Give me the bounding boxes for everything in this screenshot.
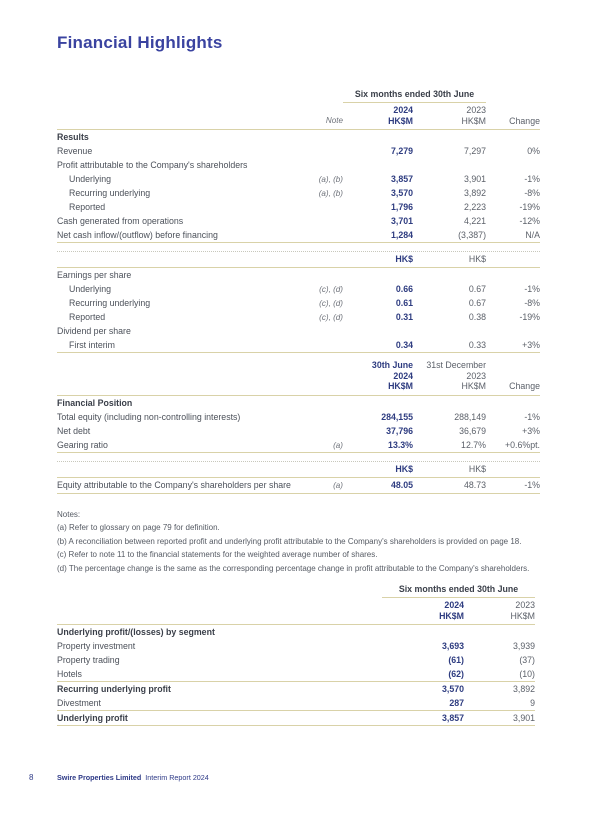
table-row-reported (57, 200, 540, 214)
column-header-change: Change (509, 381, 540, 391)
table-row-divestment (57, 696, 535, 711)
value-2023: 36,679 (459, 425, 486, 436)
note-item-d: (d) The percentage change is the same as the corresponding percentage change in profit attributable to the Company's shareholders. (57, 563, 530, 573)
value-2024: 0.31 (395, 312, 413, 322)
value-change: 0% (527, 146, 540, 156)
table-row-underlying-profit (57, 711, 535, 726)
section-row-segment (57, 625, 535, 639)
value-change: +0.6%pt. (505, 439, 540, 450)
note-ref: (a) (333, 480, 343, 490)
value-change: -12% (519, 216, 540, 226)
table-row-net-debt (57, 424, 540, 438)
value-change: -1% (524, 479, 540, 490)
table-row-profit-attributable (57, 158, 540, 172)
section-label: Financial Position (57, 397, 133, 408)
row-label: Property trading (57, 655, 120, 665)
table-row-eps-underlying (57, 282, 540, 296)
section-row-results (57, 130, 540, 144)
value-2023: 3,892 (463, 188, 486, 198)
value-change: -19% (519, 312, 540, 322)
value-2024: 3,857 (441, 713, 464, 723)
notes-heading: Notes: (57, 509, 81, 519)
row-label: Recurring underlying profit (57, 684, 171, 694)
value-change: -1% (524, 284, 540, 294)
unit-header-2023: HK$ (468, 463, 486, 474)
year-2023-label: 2023 (515, 600, 535, 610)
column-header-31-december-2023 (413, 360, 486, 392)
footer-company: Swire Properties Limited (57, 773, 142, 782)
table-row-eps-recurring (57, 296, 540, 310)
value-2023: 12.7% (461, 439, 486, 450)
row-label: Divestment (57, 698, 101, 708)
value-2023: 0.33 (468, 340, 486, 350)
value-2023: 288,149 (454, 411, 486, 422)
row-label: Earnings per share (57, 270, 132, 280)
value-2023: (10) (519, 669, 535, 679)
unit-header-row (57, 252, 540, 268)
row-label: Property investment (57, 641, 136, 651)
table-row-hotels (57, 667, 535, 682)
segment-table (57, 585, 535, 726)
value-change: N/A (525, 230, 540, 240)
table-row-eps-reported (57, 310, 540, 324)
value-2023: 0.67 (468, 298, 486, 308)
column-header-30-june-2024 (343, 360, 413, 392)
value-2023: 3,892 (512, 684, 535, 694)
unit-2024-label: HK$M (439, 610, 464, 621)
unit-header-2024: HK$ (395, 254, 413, 264)
value-2023: 0.38 (468, 312, 486, 322)
value-2024: 0.66 (395, 284, 413, 294)
value-2023: 48.73 (463, 479, 486, 490)
value-2024: 7,279 (390, 146, 413, 156)
note-item-c: (c) Refer to note 11 to the financial statements for the weighted average number of shares. (57, 550, 378, 559)
unit-header-row (57, 462, 540, 478)
unit-2023-label: HK$M (461, 115, 486, 126)
value-2024: 13.3% (388, 439, 413, 450)
row-label: Dividend per share (57, 326, 131, 336)
unit-2024-label: HK$M (388, 115, 413, 126)
note-ref: (c), (d) (319, 299, 343, 308)
value-change: -1% (524, 174, 540, 184)
table-row-total-equity (57, 410, 540, 424)
table-row-property-investment (57, 639, 535, 653)
section-divider (57, 251, 540, 268)
row-label: Underlying profit (57, 713, 128, 723)
value-2024: 3,701 (390, 216, 413, 226)
row-label: Profit attributable to the Company's shareholders (57, 160, 248, 170)
table-row-dividend-group (57, 324, 540, 338)
section-label: Underlying profit/(losses) by segment (57, 627, 215, 637)
row-label: Net debt (57, 425, 91, 436)
column-header-2023 (413, 105, 486, 126)
unit-header-2024: HK$ (395, 463, 413, 474)
year-2023-label: 2023 (466, 105, 486, 115)
value-change: -8% (524, 298, 540, 308)
note-ref: (c), (d) (319, 313, 343, 322)
value-2023: 3,901 (463, 174, 486, 184)
value-2023: (3,387) (458, 230, 486, 240)
table-row-cash-generated (57, 214, 540, 228)
row-label: Net cash inflow/(outflow) before financing (57, 230, 218, 240)
value-2023: 2,223 (463, 202, 486, 212)
table-row-equity-per-share (57, 478, 540, 494)
page-title: Financial Highlights (57, 33, 223, 52)
year-2024-label: 2024 (393, 370, 413, 381)
period-header: Six months ended 30th June (343, 89, 486, 103)
row-label: Revenue (57, 146, 93, 156)
period-header-row (57, 90, 540, 103)
row-label: Cash generated from operations (57, 216, 184, 226)
value-change: -8% (524, 188, 540, 198)
value-2023: 0.67 (468, 284, 486, 294)
column-header-2024 (343, 105, 413, 126)
column-header-row (57, 598, 535, 625)
financial-position-header-row (57, 358, 540, 396)
table-row-net-cash (57, 228, 540, 243)
value-2024: 48.05 (390, 479, 413, 490)
row-label: Reported (69, 202, 106, 212)
value-2024: 0.61 (395, 298, 413, 308)
note-ref: (a), (b) (318, 189, 343, 198)
value-change: +3% (522, 425, 540, 436)
note-item-b: (b) A reconciliation between reported profit and underlying profit attributable to the Company's shareholders is provided on page 18. (57, 536, 522, 546)
date-2024-label: 30th June (371, 360, 413, 370)
year-2024-label: 2024 (393, 105, 413, 115)
financial-highlights-table (57, 90, 540, 575)
row-label: Equity attributable to the Company's shareholders per share (57, 479, 291, 490)
column-header-row (57, 103, 540, 130)
value-change: +3% (522, 340, 540, 350)
value-2024: 3,857 (390, 174, 413, 184)
section-label: Results (57, 132, 89, 142)
value-2023: 7,297 (463, 146, 486, 156)
value-2024: 3,693 (441, 641, 464, 651)
value-change: -1% (524, 411, 540, 422)
value-2024: (61) (448, 655, 464, 665)
value-2024: (62) (448, 669, 464, 679)
value-2024: 3,570 (390, 188, 413, 198)
unit-2023-label: HK$M (510, 610, 535, 621)
value-2023: 3,939 (512, 641, 535, 651)
value-2024: 287 (449, 698, 464, 708)
row-label: Hotels (57, 669, 82, 679)
value-2023: 3,901 (512, 713, 535, 723)
table-row-eps-group (57, 268, 540, 282)
page-footer (0, 771, 600, 785)
section-divider (57, 461, 540, 478)
table-row-revenue (57, 144, 540, 158)
value-2024: 284,155 (381, 411, 413, 422)
row-label: Reported (69, 312, 106, 322)
column-header-2023 (464, 600, 535, 621)
date-2023-label: 31st December (426, 360, 486, 370)
table-row-underlying (57, 172, 540, 186)
row-label: Gearing ratio (57, 439, 108, 450)
footer-report-title: Interim Report 2024 (145, 773, 209, 782)
row-label: Recurring underlying (69, 298, 151, 308)
value-2024: 1,284 (390, 230, 413, 240)
column-header-2024 (382, 600, 464, 621)
row-label: Underlying (69, 284, 112, 294)
notes (57, 508, 540, 576)
row-label: Total equity (including non-controlling interests) (57, 411, 241, 422)
section-row-financial-position (57, 396, 540, 410)
column-header-change: Change (509, 115, 540, 126)
value-2024: 0.34 (395, 340, 413, 350)
table-row-recurring-underlying (57, 186, 540, 200)
value-2024: 1,796 (390, 202, 413, 212)
period-header-row (57, 585, 535, 598)
year-2023-label: 2023 (466, 370, 486, 381)
page-number: 8 (29, 773, 34, 782)
value-2023: 4,221 (463, 216, 486, 226)
period-header: Six months ended 30th June (382, 584, 535, 598)
footer-text (57, 771, 209, 785)
column-header-note: Note (325, 115, 343, 125)
note-item-a: (a) Refer to glossary on page 79 for definition. (57, 523, 220, 532)
value-2023: (37) (519, 655, 535, 665)
unit-2023-label: HK$M (461, 381, 486, 391)
value-change: -19% (519, 202, 540, 212)
row-label: Underlying (69, 174, 112, 184)
unit-header-2023: HK$ (468, 254, 486, 264)
table-row-recurring-underlying-profit (57, 682, 535, 696)
note-ref: (a) (333, 440, 343, 450)
value-2024: 3,570 (441, 684, 464, 694)
value-2023: 9 (530, 698, 535, 708)
note-ref: (c), (d) (319, 285, 343, 294)
table-row-property-trading (57, 653, 535, 667)
unit-2024-label: HK$M (388, 381, 413, 391)
row-label: First interim (69, 340, 115, 350)
year-2024-label: 2024 (444, 600, 464, 610)
row-label: Recurring underlying (69, 188, 151, 198)
table-row-gearing-ratio (57, 438, 540, 453)
note-ref: (a), (b) (318, 175, 343, 184)
value-2024: 37,796 (386, 425, 413, 436)
table-row-first-interim (57, 338, 540, 353)
